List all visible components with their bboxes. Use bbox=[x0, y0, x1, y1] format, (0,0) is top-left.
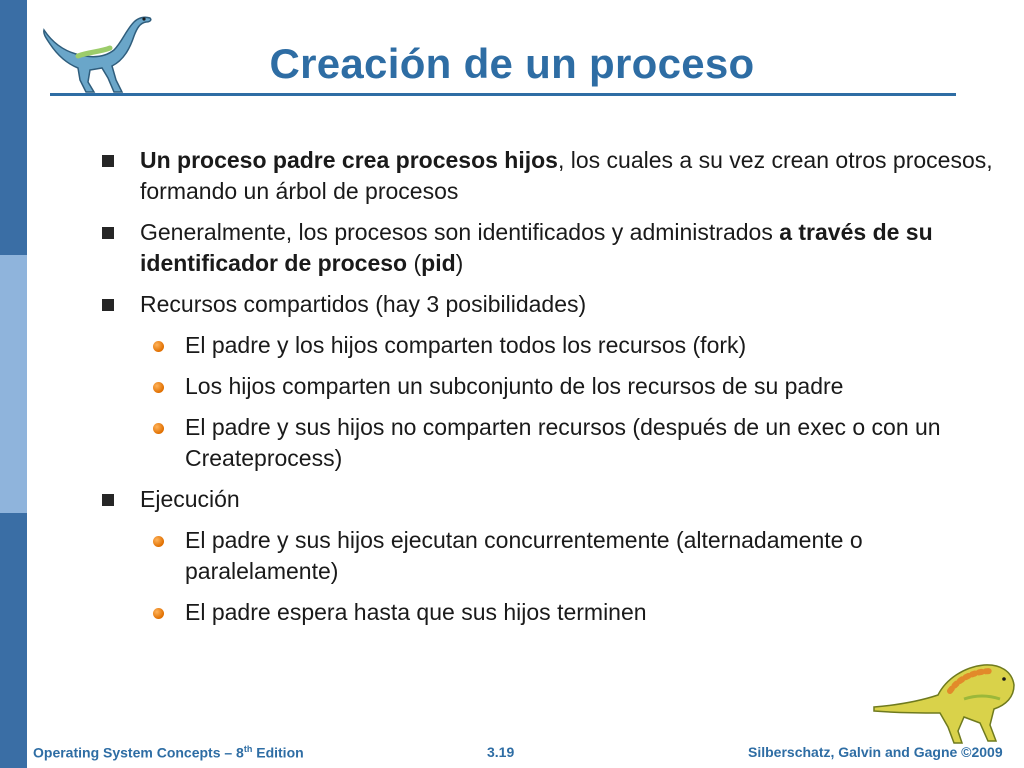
sub-bullet-item bbox=[95, 330, 995, 361]
sub-bullet-text: Los hijos comparten un subconjunto de los recursos de su padre bbox=[185, 373, 844, 399]
sub-bullet-text: El padre y sus hijos no comparten recursos (después de un exec o con un Createprocess) bbox=[185, 414, 941, 471]
footer-authors: Silberschatz, Galvin and Gagne ©2009 bbox=[748, 744, 1003, 760]
round-bullet-icon bbox=[153, 341, 164, 352]
sub-bullet-text: El padre y los hijos comparten todos los recursos (fork) bbox=[185, 332, 747, 358]
bullet-text: ) bbox=[455, 250, 464, 276]
sub-bullet-item bbox=[95, 597, 995, 628]
round-bullet-icon bbox=[153, 423, 164, 434]
page-number: 3.19 bbox=[487, 744, 515, 760]
page-title: Creación de un proceso bbox=[269, 40, 755, 87]
footer-title-sup: th bbox=[243, 744, 253, 754]
title-divider bbox=[50, 93, 956, 96]
square-bullet-icon bbox=[102, 299, 114, 311]
footer-title-text: Operating System Concepts – 8 bbox=[33, 744, 244, 761]
footer-title-tail: Edition bbox=[252, 744, 304, 761]
footer-book-title bbox=[33, 744, 304, 761]
bullet-text: Recursos compartidos (hay 3 posibilidades) bbox=[140, 291, 587, 317]
bullet-item bbox=[95, 484, 995, 515]
round-bullet-icon bbox=[153, 382, 164, 393]
bullet-text: Generalmente, los procesos son identificados y administrados bbox=[140, 219, 780, 245]
bullet-item bbox=[95, 289, 995, 320]
sub-bullet-item bbox=[95, 525, 995, 587]
bullet-bold-text: pid bbox=[421, 250, 456, 276]
bullet-text: Ejecución bbox=[140, 486, 240, 512]
round-bullet-icon bbox=[153, 536, 164, 547]
square-bullet-icon bbox=[102, 494, 114, 506]
sub-bullet-text: El padre espera hasta que sus hijos terminen bbox=[185, 599, 647, 625]
left-bar-middle bbox=[0, 255, 27, 513]
bullet-item bbox=[95, 145, 995, 207]
bullet-bold-text: a través de su identificador de proceso bbox=[140, 219, 933, 276]
sub-bullet-item bbox=[95, 371, 995, 402]
sub-bullet-item bbox=[95, 412, 995, 474]
square-bullet-icon bbox=[102, 155, 114, 167]
round-bullet-icon bbox=[153, 608, 164, 619]
bullet-item bbox=[95, 217, 995, 279]
left-bar-top bbox=[0, 0, 27, 255]
sub-bullet-text: El padre y sus hijos ejecutan concurrentemente (alternadamente o paralelamente) bbox=[185, 527, 863, 584]
dinosaur-icon bbox=[868, 655, 1018, 747]
bullet-text: , los cuales a su vez crean otros procesos, formando un árbol de procesos bbox=[140, 147, 993, 204]
square-bullet-icon bbox=[102, 227, 114, 239]
bullet-text: ( bbox=[407, 250, 422, 276]
slide-content bbox=[95, 145, 995, 638]
bullet-bold-text: Un proceso padre crea procesos hijos bbox=[140, 147, 558, 173]
left-bar-bottom bbox=[0, 513, 27, 768]
